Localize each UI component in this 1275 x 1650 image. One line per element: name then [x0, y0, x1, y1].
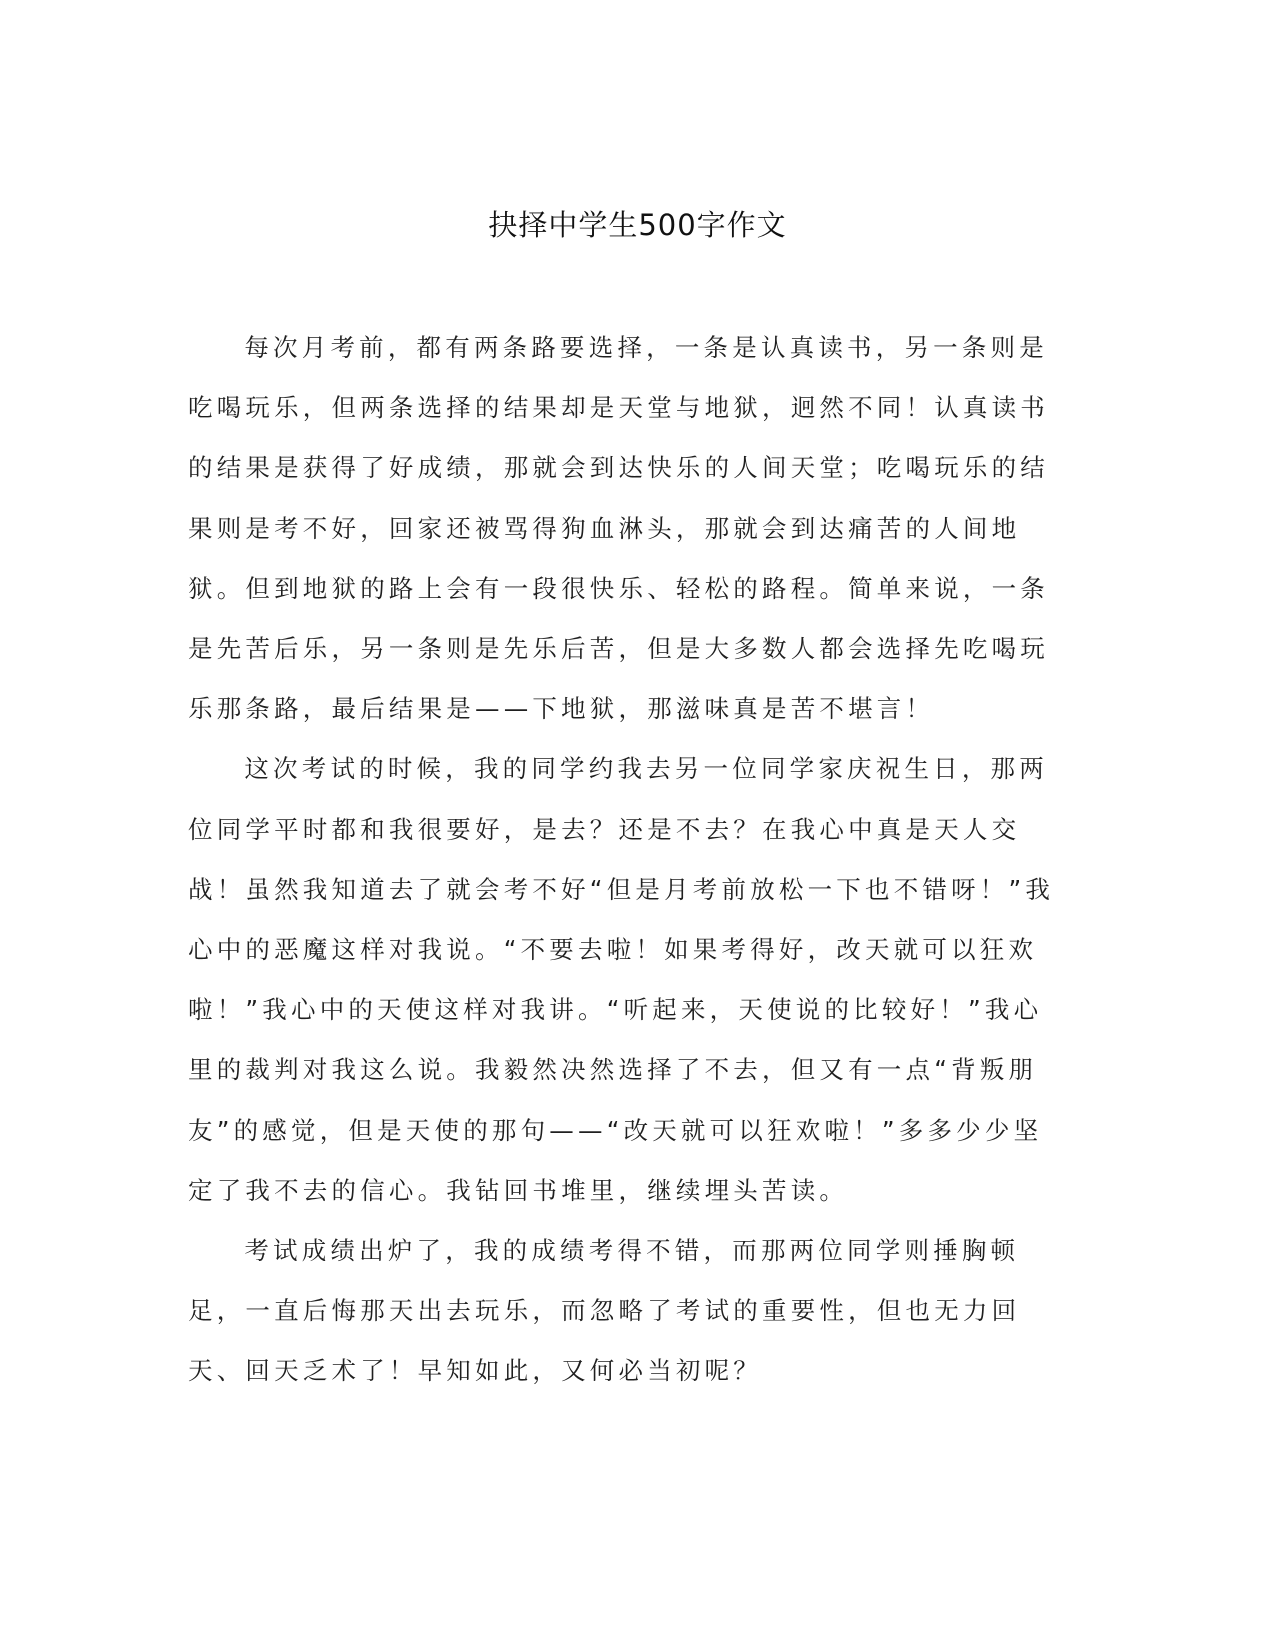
paragraph-3: 考试成绩出炉了，我的成绩考得不错，而那两位同学则捶胸顿足，一直后悔那天出去玩乐，而忽略了考试的重要性，但也无力回天、回天乏术了！早知如此，又何必当初呢？ [188, 1236, 1021, 1386]
paragraph-1: 每次月考前，都有两条路要选择，一条是认真读书，另一条则是吃喝玩乐，但两条选择的结果却是天堂与地狱，迥然不同！认真读书的结果是获得了好成绩，那就会到达快乐的人间天堂；吃喝玩乐的结果则是考不好，回家还被骂得狗血淋头，那就会到达痛苦的人间地狱。但到地狱的路上会有一段很快乐、轻松的路程。简单来说，一条是先苦后乐，另一条则是先乐后苦，但是大多数人都会选择先吃喝玩乐那条路，最后结果是——下地狱，那滋味真是苦不堪言！ [188, 333, 1049, 724]
document-title: 抉择中学生500字作文 [488, 208, 787, 242]
document-body [188, 318, 1068, 1402]
paragraph-2: 这次考试的时候，我的同学约我去另一位同学家庆祝生日，那两位同学平时都和我很要好，是去？还是不去？在我心中真是天人交战！虽然我知道去了就会考不好“但是月考前放松一下也不错呀！”我心中的恶魔这样对我说。“不要去啦！如果考得好，改天就可以狂欢啦！”我心中的天使这样对我讲。“听起来，天使说的比较好！”我心里的裁判对我这么说。我毅然决然选择了不去，但又有一点“背叛朋友”的感觉，但是天使的那句——“改天就可以狂欢啦！”多多少少坚定了我不去的信心。我钻回书堆里，继续埋头苦读。 [188, 754, 1055, 1205]
